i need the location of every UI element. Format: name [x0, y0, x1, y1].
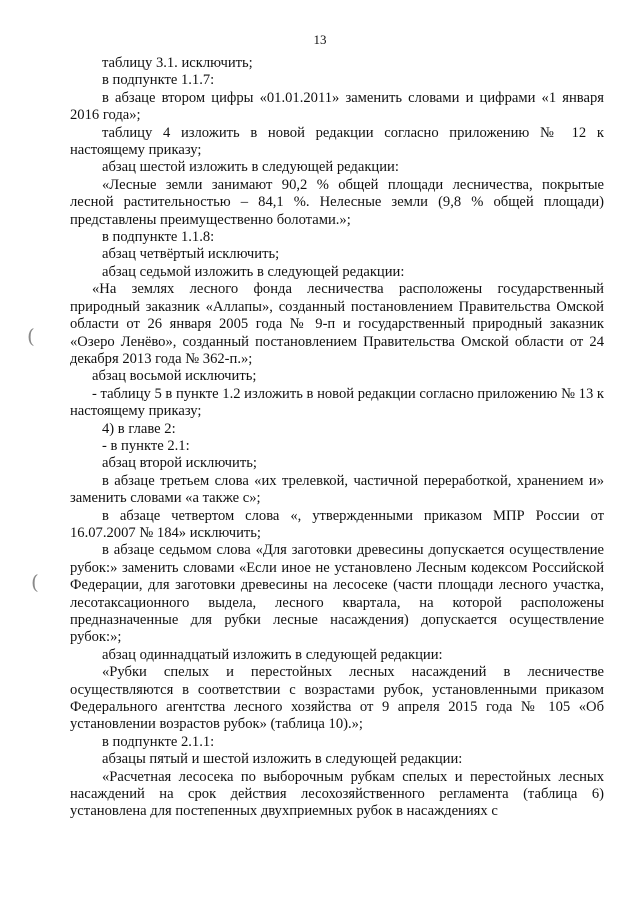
- paragraph: абзац одиннадцатый изложить в следующей редакции:: [102, 646, 443, 663]
- document-body: [70, 55, 604, 821]
- paragraph: в абзаце седьмом слова «Для заготовки древесины допускается осуществление рубок:» заменить словами «Если иное не установлено Лесным кодексом Российской Федерации, для заготовки древесины на лесосеке (части площади лесного участка, лесотаксационного выдела, лесного квартала, на которой расположены предназначенные для рубки лесные насаждения) допускается осуществление рубок:»;: [70, 542, 604, 646]
- paragraph: «На землях лесного фонда лесничества расположены государственный природный заказник «Аллапы», созданный постановлением Правительства Омской области от 26 января 2005 года № 9-п и государственный природный заказник «Озеро Ленёво», созданный постановлением Правительства Омской области от 24 декабря 2013 года № 362-п.»;: [70, 281, 604, 367]
- paragraph: в подпункте 1.1.8:: [102, 229, 215, 246]
- paragraph: «Рубки спелых и перестойных лесных насаждений в лесничестве осуществляются в соответствии с возрастами рубок, установленными приказом Федерального агентства лесного хозяйства от 9 апреля 2015 года № 105 «Об установлении возрастов рубок» (таблица 10).»;: [70, 664, 604, 733]
- paragraph: таблицу 3.1. исключить;: [102, 55, 253, 71]
- margin-bracket-mark: (: [31, 570, 39, 594]
- paragraph: в подпункте 1.1.7:: [102, 72, 215, 89]
- paragraph: абзац четвёртый исключить;: [102, 246, 280, 263]
- page-number: 13: [313, 32, 327, 47]
- paragraph: - таблицу 5 в пункте 1.2 изложить в новой редакции согласно приложению № 13 к настоящему приказу;: [70, 385, 604, 420]
- paragraph: абзац седьмой изложить в следующей редакции:: [102, 263, 405, 280]
- paragraph: в абзаце четвертом слова «, утвержденными приказом МПР России от 16.07.2007 № 184» исключить;: [70, 507, 604, 541]
- paragraph: абзацы пятый и шестой изложить в следующей редакции:: [102, 751, 463, 768]
- paragraph: «Расчетная лесосека по выборочным рубкам спелых и перестойных лесных насаждений на срок действия лесохозяйственного регламента (таблица 6) установлена для постепенных двухприемных рубок в насаждениях с: [70, 768, 604, 820]
- paragraph: в абзаце втором цифры «01.01.2011» заменить словами и цифрами «1 января 2016 года»;: [70, 89, 604, 124]
- paragraph: - в пункте 2.1:: [102, 437, 190, 454]
- paragraph: абзац шестой изложить в следующей редакции:: [102, 159, 399, 176]
- paragraph: абзац второй исключить;: [102, 455, 257, 472]
- paragraph: таблицу 4 изложить в новой редакции согласно приложению № 12 к настоящему приказу;: [70, 124, 604, 159]
- paragraph: «Лесные земли занимают 90,2 % общей площади лесничества, покрытые лесной растительностью – 84,1 %. Нелесные земли (9,8 % общей площади) представлены преимущественно болотами.»;: [70, 176, 604, 228]
- paragraph: абзац восьмой исключить;: [92, 368, 257, 385]
- margin-bracket-mark: (: [27, 324, 35, 348]
- paragraph: в абзаце третьем слова «их трелевкой, частичной переработкой, хранением и» заменить словами «а также с»;: [70, 472, 604, 507]
- paragraph: в подпункте 2.1.1:: [102, 733, 215, 750]
- paragraph: 4) в главе 2:: [102, 420, 176, 437]
